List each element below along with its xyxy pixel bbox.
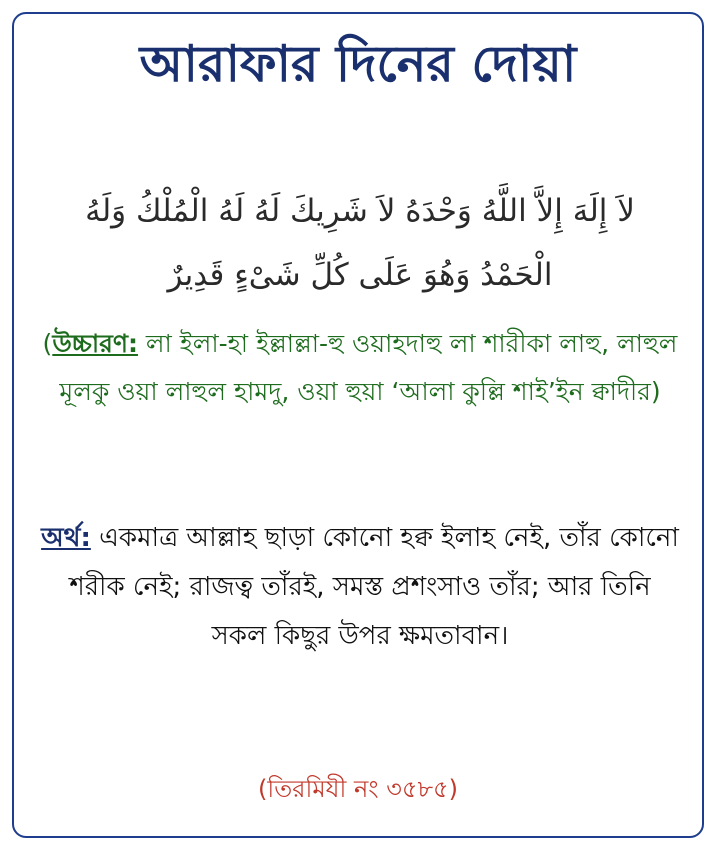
- page-title: আরাফার দিনের দোয়া: [139, 35, 577, 93]
- pronunciation-block: [40, 320, 680, 416]
- arabic-dua-text: [44, 179, 676, 307]
- pronunciation-label: উচ্চারণ:: [52, 329, 138, 358]
- meaning-text: একমাত্র আল্লাহ ছাড়া কোনো হক্ব ইলাহ নেই, তাঁর কোনো শরীক নেই; রাজত্ব তাঁরই, সমস্ত প্রশংসাও তাঁর; আর তিনি সকল কিছুর উপর ক্ষমতাবান।: [69, 523, 679, 651]
- arabic-line-1: لاَ إِلَهَ إِلاَّ اللَّهُ وَحْدَهُ لاَ شَرِيكَ لَهُ لَهُ الْمُلْكُ وَلَهُ: [85, 193, 635, 229]
- dua-card: [12, 12, 704, 838]
- meaning-label: অর্থ:: [41, 523, 91, 553]
- pronunciation-text: লা ইলা-হা ইল্লাল্লা-হু ওয়াহদাহু লা শারীকা লাহু, লাহুল মূলকু ওয়া লাহুল হামদু, ওয়া হুয়া ‘আলা কুল্লি শাই’ইন ক্বাদীর): [59, 329, 678, 406]
- pronunciation-open-paren: (: [42, 329, 53, 358]
- hadith-reference: (তিরমিযী নং ৩৫৮৫): [258, 775, 458, 803]
- arabic-line-2: الْحَمْدُ وَهُوَ عَلَى كُلِّ شَىْءٍ قَدِيرٌ: [167, 257, 553, 293]
- meaning-block: [40, 514, 680, 661]
